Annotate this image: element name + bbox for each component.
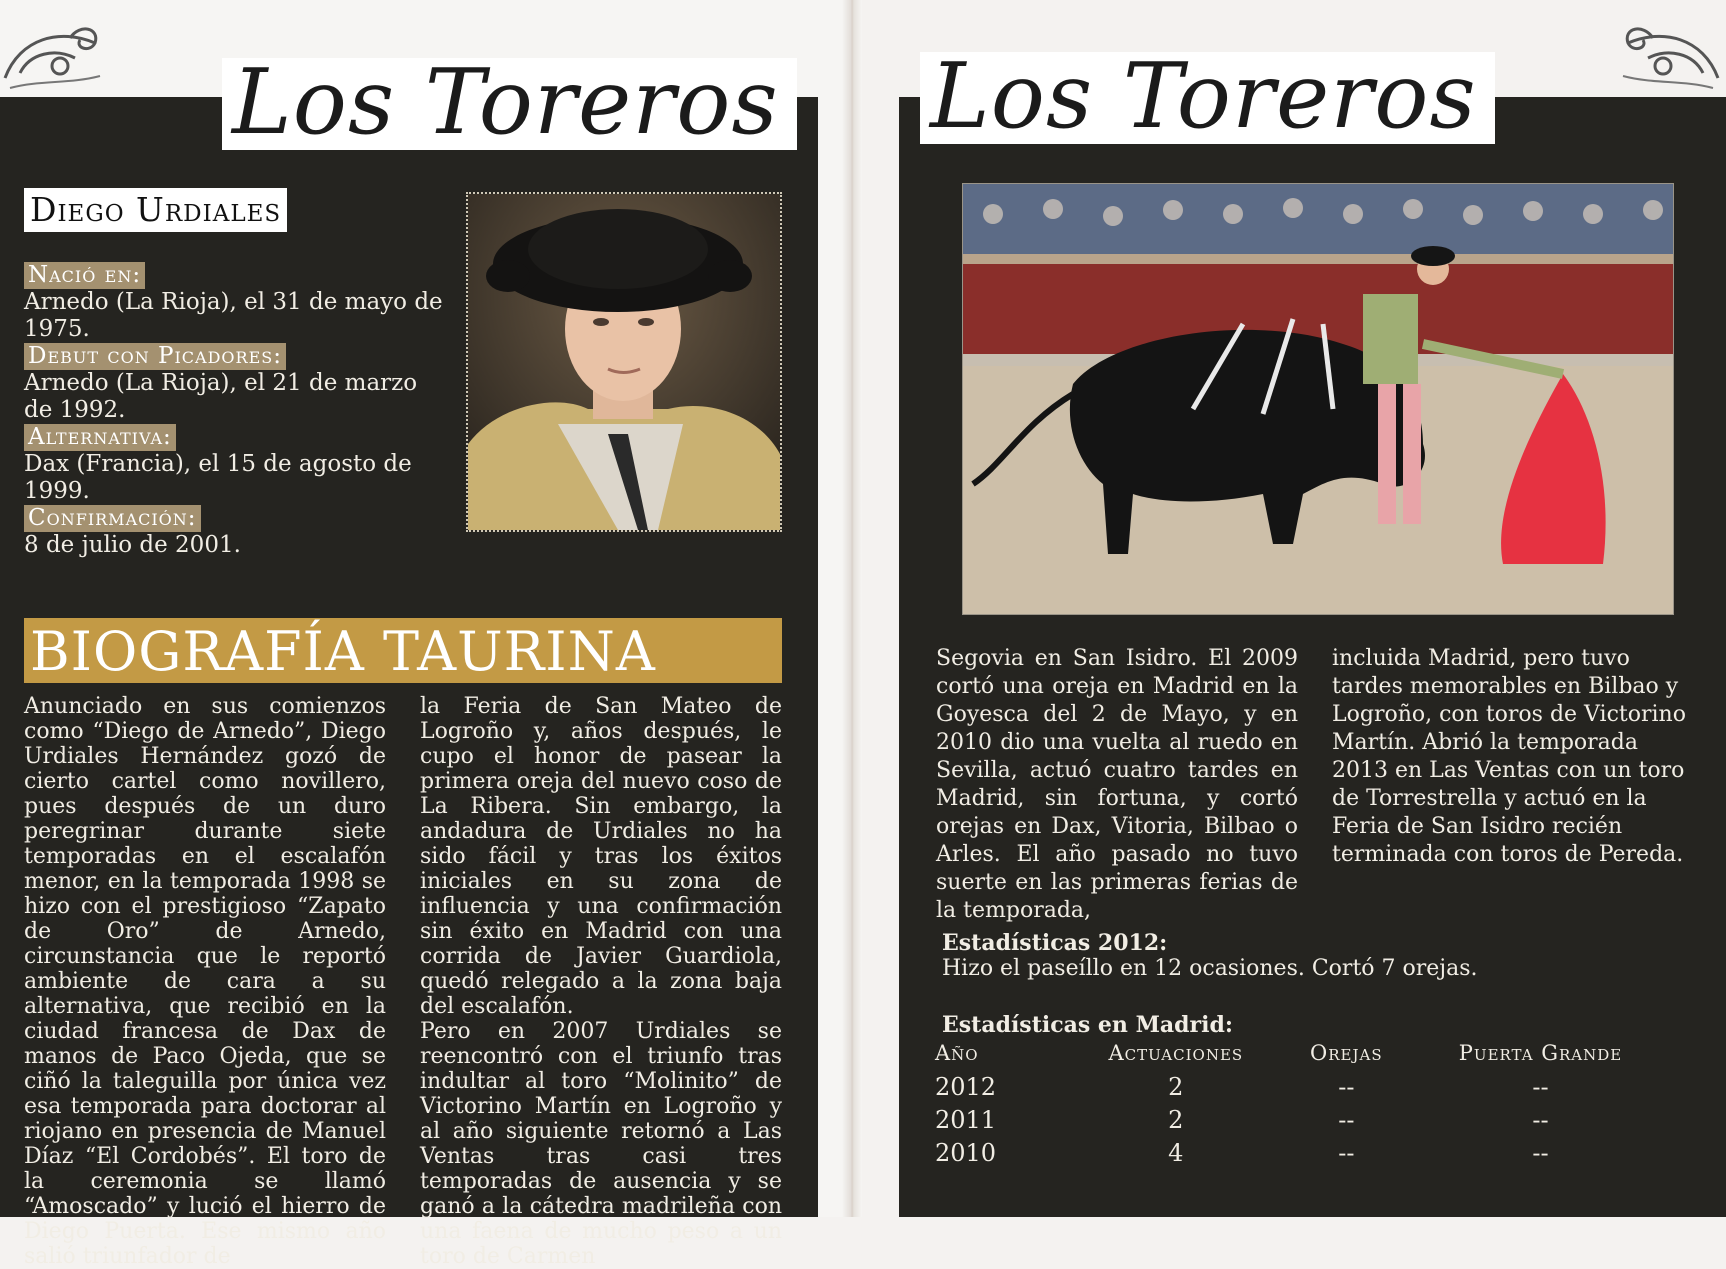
- info-label-debut: Debut con Picadores:: [24, 343, 286, 370]
- ornament-top-right-icon: [1613, 18, 1723, 98]
- page-title-right: Los Toreros: [920, 52, 1495, 144]
- biography-continued-column-1: Segovia en San Isidro. El 2009 cortó una oreja en Madrid en la Goyesca del 2 de Mayo, y en 2010 dio una vuelta al ruedo en Sevilla, actuó cuatro tardes en Madrid, sin fortuna, y cortó orejas en Dax, Vitoria, Bilbao o Arles. El año pasado no tuvo suerte en las primeras ferias de la temporada,: [936, 646, 1298, 923]
- column-header-puerta-grande: Puerta Grande: [1458, 1041, 1623, 1065]
- biography-column-2: [420, 694, 782, 1269]
- cell-puerta-grande: --: [1532, 1072, 1549, 1101]
- biography-column-2-paragraph-1: la Feria de San Mateo de Logroño y, años después, le cupo el honor de pasear la primera oreja del nuevo coso de La Ribera. Sin embargo, la andadura de Urdiales no ha sido fácil y tras los éxitos iniciales en su zona de influencia y una confirmación sin éxito en Madrid con una corrida de Javier Guardiola, quedó relegado a la zona baja del escalafón.: [420, 694, 782, 1019]
- cell-puerta-grande: --: [1532, 1138, 1549, 1167]
- cell-orejas: --: [1338, 1072, 1355, 1101]
- biography-column-2-paragraph-2: Pero en 2007 Urdiales se reencontró con el triunfo tras indultar al toro “Molinito” de Victorino Martín en Logroño y al año siguiente retornó a Las Ventas tras casi tres temporadas de ausencia y se ganó a la cátedra madrileña con una faena de mucho peso a un toro de Carmen: [420, 1019, 782, 1269]
- table-row: [935, 1070, 1675, 1103]
- cell-orejas: --: [1338, 1105, 1355, 1134]
- info-value-alternativa: Dax (Francia), el 15 de agosto de 1999.: [24, 451, 412, 504]
- cell-actuaciones: 2: [1168, 1105, 1184, 1134]
- cell-orejas: --: [1338, 1138, 1355, 1167]
- cell-actuaciones: 4: [1168, 1138, 1184, 1167]
- page-title: Los Toreros: [222, 58, 797, 150]
- ornament-top-left-icon: [0, 18, 110, 98]
- info-label-birth: Nació en:: [24, 262, 145, 289]
- bullfight-photo: [962, 183, 1674, 615]
- left-page: [0, 0, 853, 1269]
- biography-heading: BIOGRAFÍA TAURINA: [24, 618, 782, 683]
- stats-2012: [942, 930, 1478, 982]
- info-label-confirmacion: Confirmación:: [24, 505, 201, 532]
- torero-portrait: [466, 192, 782, 532]
- stats-2012-text: Hizo el paseíllo en 12 ocasiones. Cortó 7 orejas.: [942, 956, 1478, 981]
- column-header-year: Año: [935, 1041, 979, 1065]
- biography-continued-column-2: incluida Madrid, pero tuvo tardes memorables en Bilbao y Logroño, con toros de Victorino Martín. Abrió la temporada 2013 en Las Ventas con un toro de Torrestrella y actuó en la Feria de San Isidro recién terminada con toros de Pereda.: [1332, 646, 1686, 867]
- column-header-actuaciones: Actuaciones: [1108, 1041, 1244, 1065]
- table-header-row: [935, 1036, 1675, 1070]
- table-row: [935, 1103, 1675, 1136]
- info-value-confirmacion: 8 de julio de 2001.: [24, 532, 241, 558]
- info-value-birth: Arnedo (La Rioja), el 31 de mayo de 1975.: [24, 289, 443, 342]
- cell-year: 2010: [935, 1138, 997, 1167]
- info-label-alternativa: Alternativa:: [24, 424, 176, 451]
- stats-2012-title: Estadísticas 2012:: [942, 930, 1168, 956]
- stats-madrid-table: [935, 1036, 1675, 1169]
- column-header-orejas: Orejas: [1310, 1041, 1383, 1065]
- cell-year: 2012: [935, 1072, 997, 1101]
- cell-year: 2011: [935, 1105, 997, 1134]
- stats-madrid-title: Estadísticas en Madrid:: [942, 1012, 1234, 1038]
- torero-name: Diego Urdiales: [24, 188, 287, 232]
- cell-puerta-grande: --: [1532, 1105, 1549, 1134]
- torero-info: [24, 262, 444, 559]
- info-value-debut: Arnedo (La Rioja), el 21 de marzo de 1992.: [24, 370, 418, 423]
- table-row: [935, 1136, 1675, 1169]
- cell-actuaciones: 2: [1168, 1072, 1184, 1101]
- biography-column-1: Anunciado en sus comienzos como “Diego de Arnedo”, Diego Urdiales Hernández gozó de cierto cartel como novillero, pues después de un duro peregrinar durante siete temporadas en el escalafón menor, en la temporada 1998 se hizo con el prestigioso “Zapato de Oro” de Arnedo, circunstancia que le reportó ambiente de cara a su alternativa, que recibió en la ciudad francesa de Dax de manos de Paco Ojeda, que se ciñó la taleguilla por única vez esa temporada para doctorar al riojano en presencia de Manuel Díaz “El Cordobés”. El toro de la ceremonia se llamó “Amoscado” y lució el hierro de Diego Puerta. Ese mismo año salió triunfador de: [24, 694, 386, 1269]
